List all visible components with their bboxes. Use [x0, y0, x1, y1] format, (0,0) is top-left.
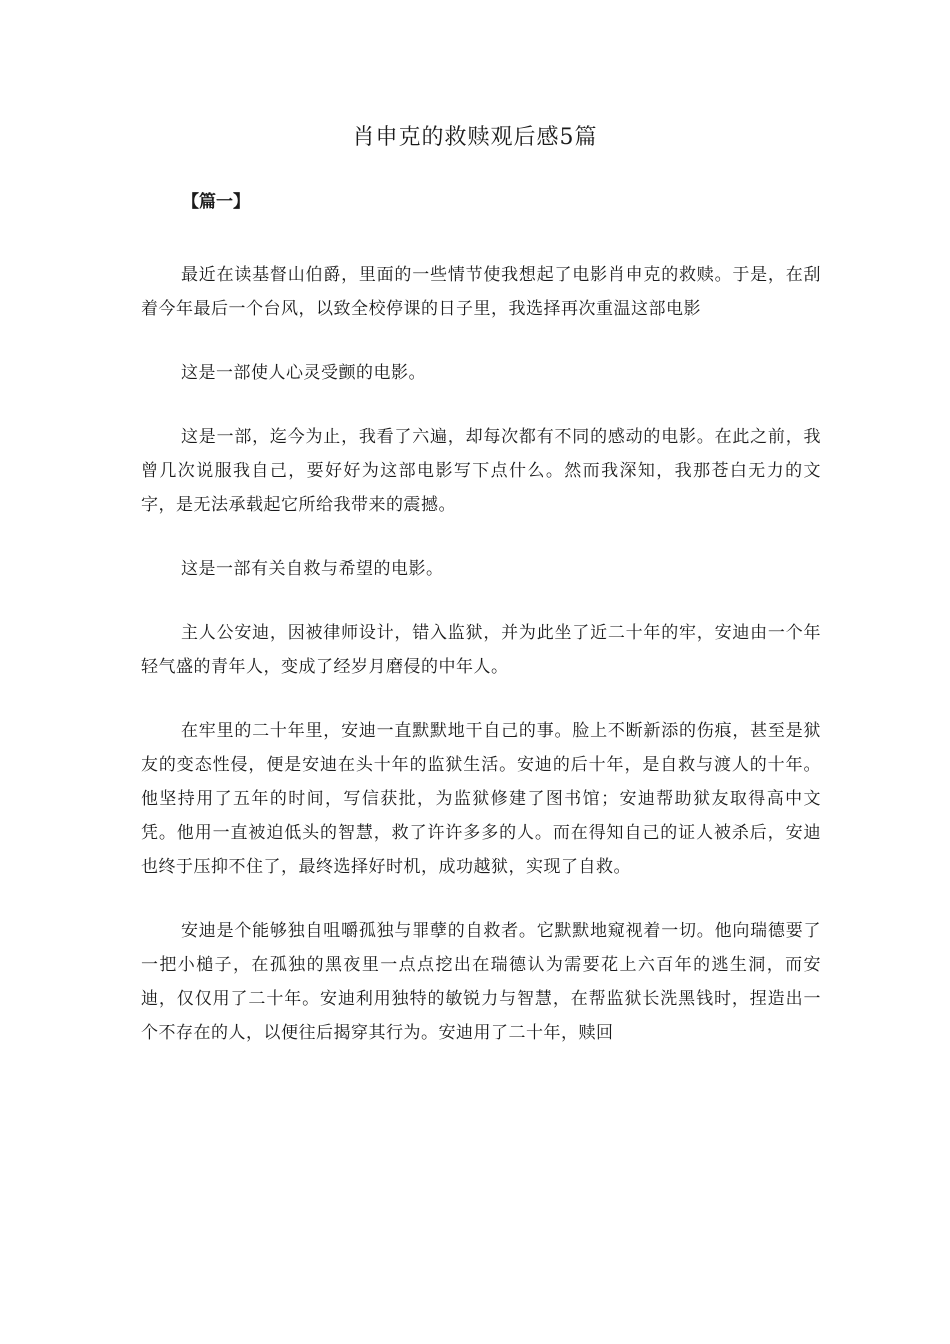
paragraph: 安迪是个能够独自咀嚼孤独与罪孽的自救者。它默默地窥视着一切。他向瑞德要了一把小槌子，在孤独的黑夜里一点点挖出在瑞德认为需要花上六百年的逃生洞，而安迪，仅仅用了二十年。安迪利用独特的敏锐力与智慧，在帮监狱长洗黑钱时，捏造出一个不存在的人，以便往后揭穿其行为。安迪用了二十年，赎回	[141, 921, 821, 1043]
section-label: 【篇一】	[182, 192, 250, 212]
document-title: 肖申克的救赎观后感5篇	[352, 125, 598, 150]
paragraph: 这是一部有关自救与希望的电影。	[181, 559, 444, 579]
paragraph: 这是一部使人心灵受颤的电影。	[181, 363, 426, 383]
paragraph: 在牢里的二十年里，安迪一直默默地干自己的事。脸上不断新添的伤痕，甚至是狱友的变态性侵，便是安迪在头十年的监狱生活。安迪的后十年，是自救与渡人的十年。他坚持用了五年的时间，写信获批，为监狱修建了图书馆；安迪帮助狱友取得高中文凭。他用一直被迫低头的智慧，救了许许多多的人。而在得知自己的证人被杀后，安迪也终于压抑不住了，最终选择好时机，成功越狱，实现了自救。	[141, 721, 821, 877]
paragraph: 主人公安迪，因被律师设计，错入监狱，并为此坐了近二十年的牢，安迪由一个年轻气盛的青年人，变成了经岁月磨侵的中年人。	[141, 623, 821, 677]
paragraph: 这是一部，迄今为止，我看了六遍，却每次都有不同的感动的电影。在此之前，我曾几次说服我自己，要好好为这部电影写下点什么。然而我深知，我那苍白无力的文字，是无法承载起它所给我带来的震撼。	[141, 427, 821, 515]
document-body	[141, 258, 821, 1080]
paragraph: 最近在读基督山伯爵，里面的一些情节使我想起了电影肖申克的救赎。于是，在刮着今年最后一个台风，以致全校停课的日子里，我选择再次重温这部电影	[141, 265, 821, 319]
